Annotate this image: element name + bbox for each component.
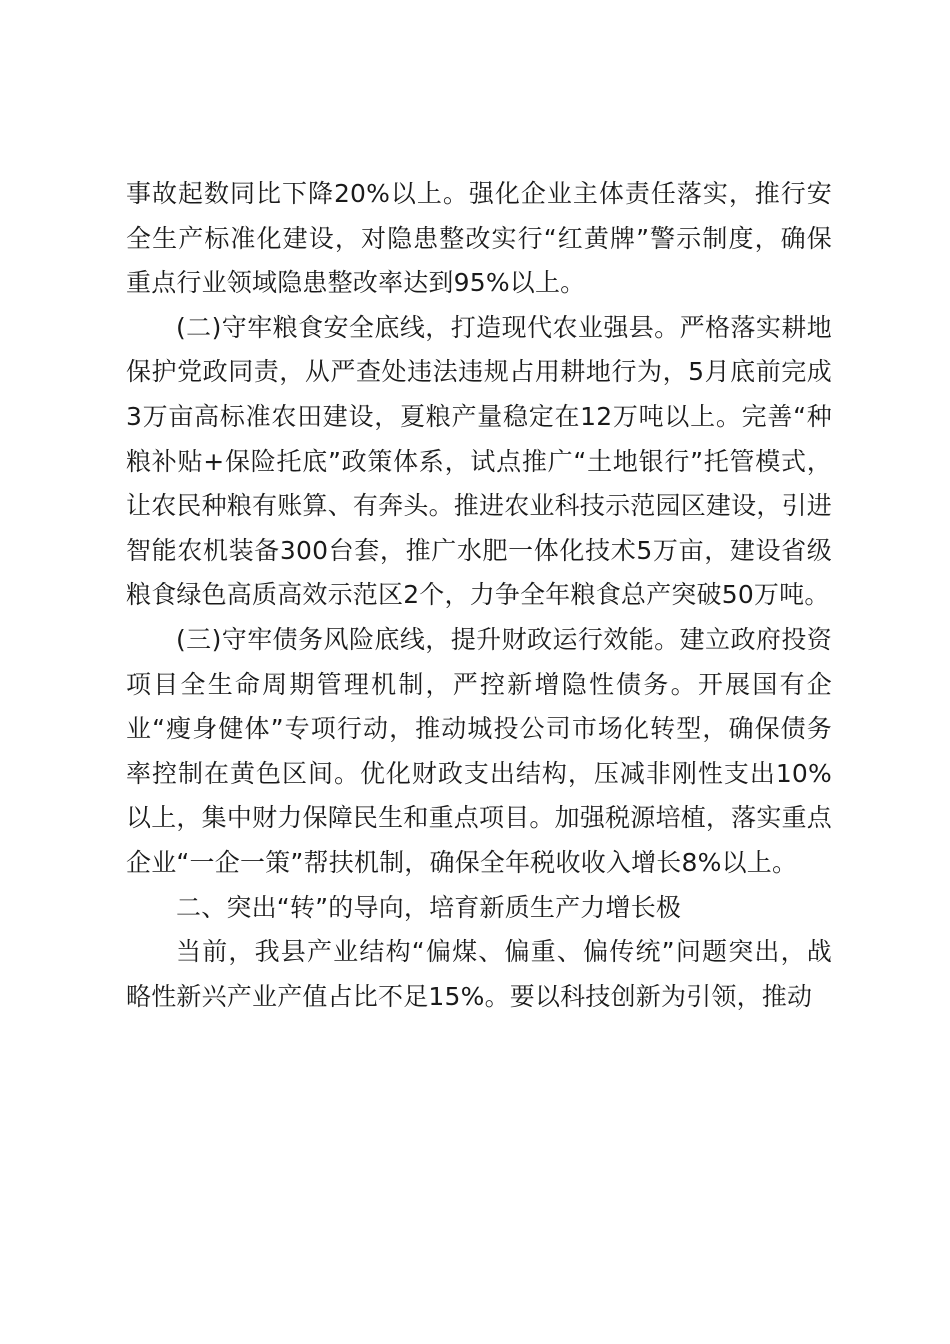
- section-heading: 二、突出“转”的导向，培育新质生产力增长极: [176, 892, 682, 922]
- paragraph-grain-security: (二)守牢粮食安全底线，打造现代农业强县。严格落实耕地保护党政同责，从严查处违法违规占用耕地行为，5月底前完成3万亩高标准农田建设，夏粮产量稳定在12万吨以上。完善“种粮补贴+保险托底”政策体系，试点推广“土地银行”托管模式，让农民种粮有账算、有奔头。推进农业科技示范园区建设，引进智能农机装备300台套，推广水肥一体化技术5万亩，建设省级粮食绿色高质高效示范区2个，力争全年粮食总产突破50万吨。: [126, 312, 832, 610]
- paragraph-industry-structure: 当前，我县产业结构“偏煤、偏重、偏传统”问题突出，战略性新兴产业产值占比不足15%。要以科技创新为引领，推动: [126, 937, 832, 1011]
- paragraph-debt-risk: (三)守牢债务风险底线，提升财政运行效能。建立政府投资项目全生命周期管理机制，严控新增隐性债务。开展国有企业“瘦身健体”专项行动，推动城投公司市场化转型，确保债务率控制在黄色区间。优化财政支出结构，压减非刚性支出10%以上，集中财力保障民生和重点项目。加强税源培植，落实重点企业“一企一策”帮扶机制，确保全年税收收入增长8%以上。: [126, 624, 832, 877]
- document-body: [126, 172, 832, 1019]
- paragraph-continuation: 事故起数同比下降20%以上。强化企业主体责任落实，推行安全生产标准化建设，对隐患整改实行“红黄牌”警示制度，确保重点行业领域隐患整改率达到95%以上。: [126, 179, 832, 298]
